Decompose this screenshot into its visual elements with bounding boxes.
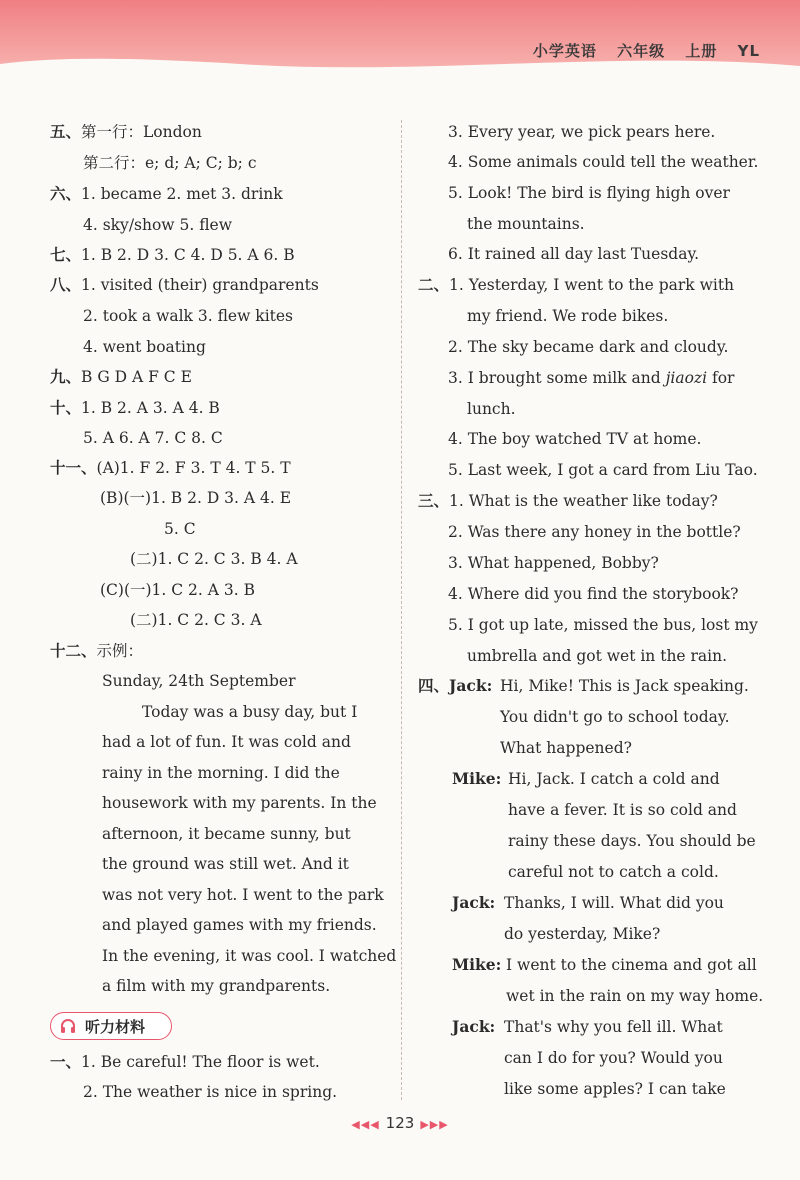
speaker-jack: Jack:	[452, 893, 496, 912]
dialogue-line: have a fever. It is so cold and	[508, 801, 737, 819]
page-footer	[0, 1114, 800, 1132]
answer-line: 4. went boating	[83, 338, 206, 356]
dialogue-line: You didn't go to school today.	[500, 708, 730, 726]
section-r4	[418, 676, 492, 696]
diary-line: housework with my parents. In the	[102, 794, 377, 812]
diary-line: Today was a busy day, but I	[142, 703, 358, 721]
diary-line: had a lot of fun. It was cold and	[102, 733, 351, 751]
dialogue-line: Hi, Jack. I catch a cold and	[508, 770, 720, 788]
answer-line	[448, 368, 734, 388]
section-10	[50, 398, 220, 418]
answer-line: the mountains.	[467, 215, 585, 233]
answer-line: 4. Where did you find the storybook?	[448, 585, 739, 603]
diary-line: the ground was still wet. And it	[102, 855, 349, 873]
answer-line: (B)(一)1. B 2. D 3. A 4. E	[100, 489, 292, 507]
section-r2	[418, 275, 734, 295]
answer-line: 1. visited (their) grandparents	[81, 276, 319, 294]
answer-line: 3. Every year, we pick pears here.	[448, 123, 716, 141]
listening-material-label: 听力材料	[85, 1018, 146, 1036]
section-label: 八、	[50, 275, 82, 294]
dialogue-line: Thanks, I will. What did you	[504, 894, 724, 912]
answer-line: 1. B 2. A 3. A 4. B	[81, 399, 220, 417]
answer-line: 5. Look! The bird is flying high over	[448, 184, 730, 202]
book-info	[519, 40, 760, 61]
answer-line: (C)(一)1. C 2. A 3. B	[100, 581, 255, 599]
answer-line: 1. became 2. met 3. drink	[81, 185, 283, 203]
answer-line: 2. The weather is nice in spring.	[83, 1083, 338, 1101]
section-11	[50, 458, 291, 478]
answer-line: 5. I got up late, missed the bus, lost my	[448, 616, 758, 634]
answer-line: 第二行：e; d; A; C; b; c	[83, 154, 257, 172]
dialogue-line: like some apples? I can take	[504, 1080, 726, 1098]
dialogue-line: Hi, Mike! This is Jack speaking.	[500, 677, 749, 695]
section-label: 六、	[50, 184, 82, 203]
dialogue-line: do yesterday, Mike?	[504, 925, 661, 943]
speaker-mike: Mike:	[452, 955, 502, 974]
answer-line: 1. What is the weather like today?	[449, 492, 718, 510]
left-arrows-icon: ◀◀◀	[351, 1118, 380, 1131]
answer-line: 1. Be careful! The floor is wet.	[81, 1053, 320, 1071]
answer-line: 2. The sky became dark and cloudy.	[448, 338, 729, 356]
dialogue-line: That's why you fell ill. What	[504, 1018, 723, 1036]
answer-line: 3. What happened, Bobby?	[448, 554, 659, 572]
listening-material-tag	[50, 1012, 172, 1040]
dialogue-line: What happened?	[500, 739, 632, 757]
answer-text: for	[711, 369, 735, 387]
section-label: 十、	[50, 398, 82, 417]
answer-line: 4. The boy watched TV at home.	[448, 430, 702, 448]
answer-line: my friend. We rode bikes.	[467, 307, 669, 325]
diary-line: and played games with my friends.	[102, 916, 377, 934]
dialogue-line: can I do for you? Would you	[504, 1049, 723, 1067]
section-label: 二、	[418, 275, 450, 294]
answer-line: 2. took a walk 3. flew kites	[83, 307, 294, 325]
example-title: 示例：	[96, 642, 144, 660]
dialogue-line: rainy these days. You should be	[508, 832, 756, 850]
section-label: 九、	[50, 367, 82, 386]
answer-line: 5. C	[164, 520, 196, 538]
dialogue-line: wet in the rain on my way home.	[506, 987, 764, 1005]
answer-line: 2. Was there any honey in the bottle?	[448, 523, 741, 541]
section-12	[50, 641, 143, 661]
answer-line: 5. A 6. A 7. C 8. C	[83, 429, 223, 447]
answer-line: B G D A F C E	[81, 368, 192, 386]
edition-label: YL	[737, 42, 760, 60]
answer-line: lunch.	[467, 400, 516, 418]
dialogue-line: careful not to catch a cold.	[508, 863, 719, 881]
answer-line: 4. sky/show 5. flew	[83, 216, 232, 234]
section-6	[50, 184, 283, 204]
page-number: 123	[385, 1114, 415, 1132]
answer-line: 1. Yesterday, I went to the park with	[449, 276, 735, 294]
diary-line: afternoon, it became sunny, but	[102, 825, 351, 843]
answer-line: 5. Last week, I got a card from Liu Tao.	[448, 461, 758, 479]
answer-line: umbrella and got wet in the rain.	[467, 647, 728, 665]
dialogue-line: I went to the cinema and got all	[506, 956, 757, 974]
column-divider	[401, 120, 402, 1100]
grade-label: 六年级	[617, 42, 666, 60]
answer-line: 6. It rained all day last Tuesday.	[448, 245, 700, 263]
listening-section-1	[50, 1052, 320, 1072]
diary-line: a film with my grandparents.	[102, 977, 331, 995]
section-label: 五、	[50, 122, 82, 141]
section-label: 四、	[418, 676, 450, 695]
section-8	[50, 275, 319, 295]
speaker-mike: Mike:	[452, 769, 502, 788]
section-9	[50, 367, 192, 387]
section-label: 十一、	[50, 458, 97, 477]
volume-label: 上册	[685, 42, 718, 60]
section-label: 一、	[50, 1052, 82, 1071]
section-r3	[418, 491, 718, 511]
speaker-jack: Jack:	[449, 676, 493, 695]
diary-line: was not very hot. I went to the park	[102, 886, 384, 904]
answer-line: 4. Some animals could tell the weather.	[448, 153, 759, 171]
diary-date: Sunday, 24th September	[102, 672, 296, 690]
section-7	[50, 245, 295, 265]
speaker-jack: Jack:	[452, 1017, 496, 1036]
subject-label: 小学英语	[532, 42, 597, 60]
answer-text-italic: jiaozi	[665, 369, 708, 387]
section-5	[50, 122, 202, 142]
answer-line: 1. B 2. D 3. C 4. D 5. A 6. B	[81, 246, 295, 264]
diary-line: rainy in the morning. I did the	[102, 764, 340, 782]
section-label: 三、	[418, 491, 450, 510]
header-banner	[0, 0, 800, 92]
section-label: 七、	[50, 245, 82, 264]
answer-line: 第一行：London	[81, 123, 202, 141]
answer-text: 3. I brought some milk and	[448, 369, 661, 387]
right-arrows-icon: ▶▶▶	[420, 1118, 449, 1131]
answer-line: (二)1. C 2. C 3. B 4. A	[130, 550, 298, 568]
diary-line: In the evening, it was cool. I watched	[102, 947, 397, 965]
headphones-icon	[59, 1017, 77, 1035]
answer-line: (二)1. C 2. C 3. A	[130, 611, 262, 629]
answer-line: (A)1. F 2. F 3. T 4. T 5. T	[96, 459, 291, 477]
section-label: 十二、	[50, 641, 97, 660]
